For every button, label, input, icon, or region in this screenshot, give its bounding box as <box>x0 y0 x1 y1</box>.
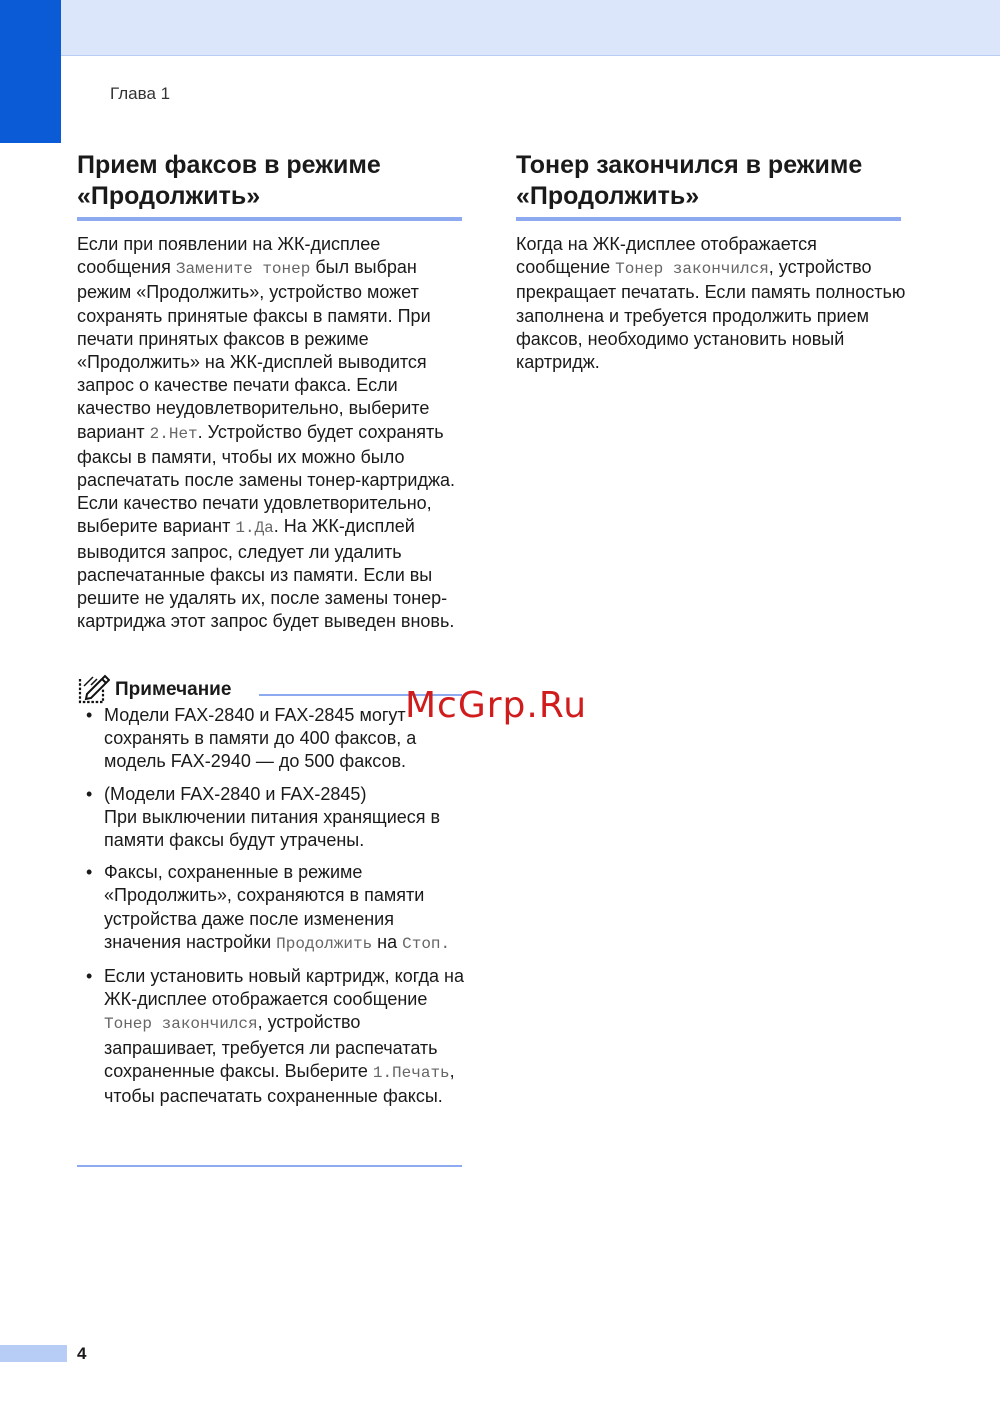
lcd-option: 1.Печать <box>372 1063 450 1082</box>
right-paragraph <box>516 233 911 374</box>
bullet: • <box>86 783 93 804</box>
lcd-message: Тонер закончился <box>615 260 769 279</box>
text-run: был выбран режим «Продолжить», устройство может сохранять принятые факсы в памяти. При печати принятых факсов в режиме «Продолжить» на ЖК-дисплей выводится запрос о качестве печати факса. Если качество неудовлетворительно, выберите вариант <box>77 257 431 442</box>
section-title-right <box>516 150 901 221</box>
note-text: Факсы, сохраненные в режиме «Продолжить», сохраняются в памяти устройства даже после изменения значения настройки <box>104 862 425 952</box>
title-line-1: Тонер закончился в режиме <box>516 151 863 179</box>
note-text: . <box>440 934 451 953</box>
lcd-message: Тонер закончился <box>104 1015 258 1034</box>
note-item <box>77 965 464 1108</box>
note-text: , устройство запрашивает, требуется ли распечатать сохраненные факсы. Выберите <box>104 1012 438 1081</box>
bullet: • <box>86 862 93 883</box>
text-run: . На ЖК-дисплей выводится запрос, следует ли удалить распечатанные факсы из памяти. Если вы решите не удалять их, после замены тонер-картриджа этот запрос будет выведен вновь. <box>77 516 455 632</box>
note-item <box>77 861 464 956</box>
text-run: , устройство прекращает печатать. Если память полностью заполнена и требуется продолжить прием факсов, необходимо установить новый картридж. <box>516 257 906 373</box>
note-text: Если установить новый картридж, когда на ЖК-дисплее отображается сообщение <box>104 966 464 1010</box>
note-text: При выключении питания хранящиеся в памяти факсы будут утрачены. <box>104 806 441 851</box>
left-column <box>77 150 462 633</box>
note-text: , чтобы распечатать сохраненные факсы. <box>104 1060 455 1107</box>
title-line-2: «Продолжить» <box>77 182 261 210</box>
lcd-option: 1.Да <box>235 519 274 538</box>
chapter-label: Глава 1 <box>110 84 171 103</box>
chapter-tab-block <box>0 0 61 143</box>
title-line-1: Прием факсов в режиме <box>77 151 381 179</box>
lcd-message: Замените тонер <box>175 260 311 279</box>
note-box <box>77 672 462 1117</box>
lcd-option: Стоп <box>402 934 441 953</box>
text-run: Если при появлении на ЖК-дисплее сообщения <box>77 234 381 278</box>
header-band <box>61 0 1000 56</box>
text-run: . Устройство будет сохранять факсы в памяти, чтобы их можно было распечатать после замены тонер-картриджа. Если качество печати удовлетворительно, выберите вариант <box>77 421 456 537</box>
watermark-logo: McGrp.Ru <box>405 685 588 726</box>
lcd-option: 2.Нет <box>149 424 198 443</box>
left-paragraph <box>77 233 472 633</box>
note-bottom-divider <box>77 1165 462 1167</box>
lcd-option: Продолжить <box>276 934 373 953</box>
footer-band <box>0 1345 67 1362</box>
note-text: Модели FAX-2840 и FAX-2845 могут сохранять в памяти до 400 факсов, а модель FAX-2940 — до 500 факсов. <box>104 705 417 772</box>
bullet: • <box>86 966 93 987</box>
section-title-left <box>77 150 462 221</box>
note-text: (Модели FAX-2840 и FAX-2845) <box>104 783 367 804</box>
title-line-2: «Продолжить» <box>516 182 700 210</box>
bullet: • <box>86 705 93 725</box>
right-column <box>516 150 906 374</box>
note-title: Примечание <box>115 679 232 700</box>
text-run: Когда на ЖК-дисплее отображается сообщение <box>516 234 817 278</box>
page-number: 4 <box>77 1344 87 1363</box>
note-text: на <box>372 931 403 952</box>
note-list <box>77 704 462 1108</box>
note-item <box>77 783 464 853</box>
note-pencil-icon <box>77 672 110 704</box>
